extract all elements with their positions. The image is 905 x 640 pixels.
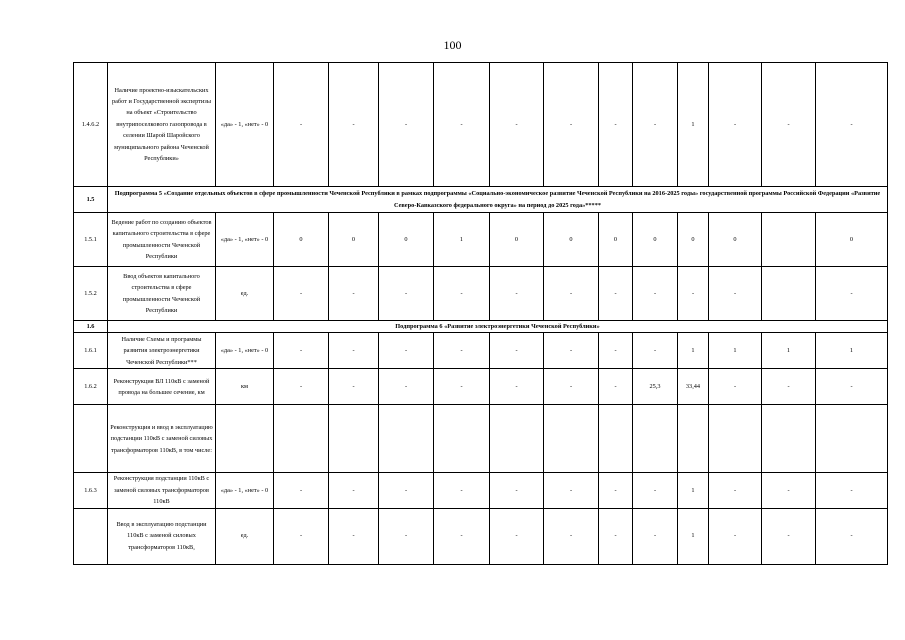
value-cell [329,405,379,473]
unit-cell: км [216,369,274,405]
value-cell: 0 [490,213,544,267]
value-cell: - [816,267,888,321]
value-cell [678,405,709,473]
value-cell: 1 [678,508,709,564]
value-cell [490,405,544,473]
value-cell: 0 [544,213,599,267]
value-cell: 33,44 [678,369,709,405]
table-row [74,333,888,369]
value-cell: - [490,369,544,405]
value-cell: - [434,369,490,405]
row-code: 1.5.1 [74,213,108,267]
value-cell: - [599,508,633,564]
value-cell: - [274,63,329,187]
unit-cell: ед. [216,267,274,321]
value-cell: - [329,473,379,508]
value-cell: 0 [816,213,888,267]
value-cell [762,405,816,473]
value-cell: 0 [274,213,329,267]
indicator-description: Реконструкция и ввод в эксплуатацию подстанции 110кВ с заменой силовых трансформаторов 110кВ, в том числе: [108,405,216,473]
row-code: 1.4.6.2 [74,63,108,187]
value-cell: - [762,473,816,508]
value-cell [544,405,599,473]
value-cell: 0 [633,213,678,267]
value-cell: - [678,267,709,321]
value-cell [633,405,678,473]
value-cell: - [599,369,633,405]
unit-cell: «да» - 1, «нет» - 0 [216,473,274,508]
value-cell [379,405,434,473]
value-cell: - [379,369,434,405]
value-cell: - [434,63,490,187]
value-cell: - [274,473,329,508]
unit-cell: «да» - 1, «нет» - 0 [216,63,274,187]
indicator-description: Реконструкция ВЛ 110кВ с заменой провода на большее сечение, км [108,369,216,405]
table-row [74,213,888,267]
value-cell [816,405,888,473]
value-cell: - [490,63,544,187]
value-cell: - [329,508,379,564]
value-cell: - [816,63,888,187]
value-cell: - [816,473,888,508]
subprogram-row [74,321,888,333]
value-cell: - [633,508,678,564]
value-cell: - [434,508,490,564]
value-cell: 1 [678,333,709,369]
value-cell: - [379,333,434,369]
value-cell: - [544,369,599,405]
value-cell: - [274,267,329,321]
indicator-description: Ведение работ по созданию объектов капитального строительства в сфере промышленности Чеченской Республики [108,213,216,267]
unit-cell [216,405,274,473]
value-cell: - [379,63,434,187]
value-cell [709,405,762,473]
value-cell: - [599,63,633,187]
value-cell: - [434,333,490,369]
value-cell: - [762,508,816,564]
value-cell: - [329,63,379,187]
table-row [74,405,888,473]
value-cell: - [544,473,599,508]
value-cell: - [709,267,762,321]
value-cell: - [544,63,599,187]
row-code: 1.6.3 [74,473,108,508]
value-cell: - [633,63,678,187]
indicator-description: Реконструкция подстанции 110кВ с заменой силовых трансформаторов 110кВ [108,473,216,508]
value-cell: - [762,63,816,187]
value-cell: - [762,369,816,405]
subprogram-title: Подпрограмма 6 «Развитие электроэнергетики Чеченской Республики» [108,321,888,333]
unit-cell: ед. [216,508,274,564]
table-row [74,63,888,187]
value-cell: 1 [434,213,490,267]
value-cell: - [329,267,379,321]
value-cell: - [490,333,544,369]
page-number: 100 [443,38,462,52]
value-cell: - [274,333,329,369]
subprogram-title: Подпрограмма 5 «Создание отдельных объектов в сфере промышленности Чеченской Республики в рамках подпрограммы «Социально-экономическое развитие Чеченской Республики на 2016-2025 годы» государственной программы Российской Федерации «Развитие Северо-Кавказского федерального округа» на период до 2025 года»***** [108,187,888,213]
value-cell: 1 [709,333,762,369]
value-cell: - [544,333,599,369]
row-code: 1.6.1 [74,333,108,369]
value-cell: - [709,369,762,405]
value-cell: - [490,267,544,321]
value-cell: 1 [816,333,888,369]
unit-cell: «да» - 1, «нет» - 0 [216,213,274,267]
value-cell: - [816,508,888,564]
row-code: 1.6 [74,321,108,333]
value-cell: 0 [599,213,633,267]
value-cell: - [544,508,599,564]
indicator-table [73,62,888,565]
indicator-description: Ввод в эксплуатацию подстанции 110кВ с заменой силовых трансформаторов 110кВ, [108,508,216,564]
value-cell: - [379,473,434,508]
value-cell: - [709,473,762,508]
table-row [74,473,888,508]
value-cell [599,405,633,473]
row-code: 1.5.2 [74,267,108,321]
value-cell: - [274,508,329,564]
value-cell [274,405,329,473]
value-cell: - [599,267,633,321]
table-row [74,369,888,405]
value-cell: - [816,369,888,405]
value-cell [434,405,490,473]
value-cell: 0 [379,213,434,267]
value-cell: - [633,333,678,369]
unit-cell: «да» - 1, «нет» - 0 [216,333,274,369]
table-row [74,267,888,321]
value-cell [762,213,816,267]
value-cell: - [379,508,434,564]
indicator-description: Ввод объектов капитального строительства в сфере промышленности Чеченской Республики [108,267,216,321]
indicator-description: Наличие Схемы и программы развития электроэнергетики Чеченской Республики*** [108,333,216,369]
value-cell: - [599,333,633,369]
value-cell: - [274,369,329,405]
value-cell: - [329,369,379,405]
value-cell: 25,3 [633,369,678,405]
value-cell: 0 [329,213,379,267]
row-code [74,508,108,564]
row-code [74,405,108,473]
value-cell: - [599,473,633,508]
value-cell: 1 [678,63,709,187]
value-cell: - [490,508,544,564]
value-cell: - [544,267,599,321]
value-cell: 1 [762,333,816,369]
value-cell: 0 [678,213,709,267]
value-cell: - [709,63,762,187]
value-cell: 0 [709,213,762,267]
value-cell: - [329,333,379,369]
value-cell: 1 [678,473,709,508]
value-cell: - [709,508,762,564]
row-code: 1.6.2 [74,369,108,405]
value-cell: - [434,267,490,321]
indicator-description: Наличие проектно-изыскательских работ и Государственной экспертизы на объект «Строительство внутрипоселкового газопровода в селении Шарой Шаройского муниципального района Чеченской Республики» [108,63,216,187]
row-code: 1.5 [74,187,108,213]
value-cell: - [633,473,678,508]
value-cell: - [633,267,678,321]
table-row [74,508,888,564]
value-cell: - [434,473,490,508]
value-cell: - [490,473,544,508]
value-cell [762,267,816,321]
subprogram-row [74,187,888,213]
value-cell: - [379,267,434,321]
